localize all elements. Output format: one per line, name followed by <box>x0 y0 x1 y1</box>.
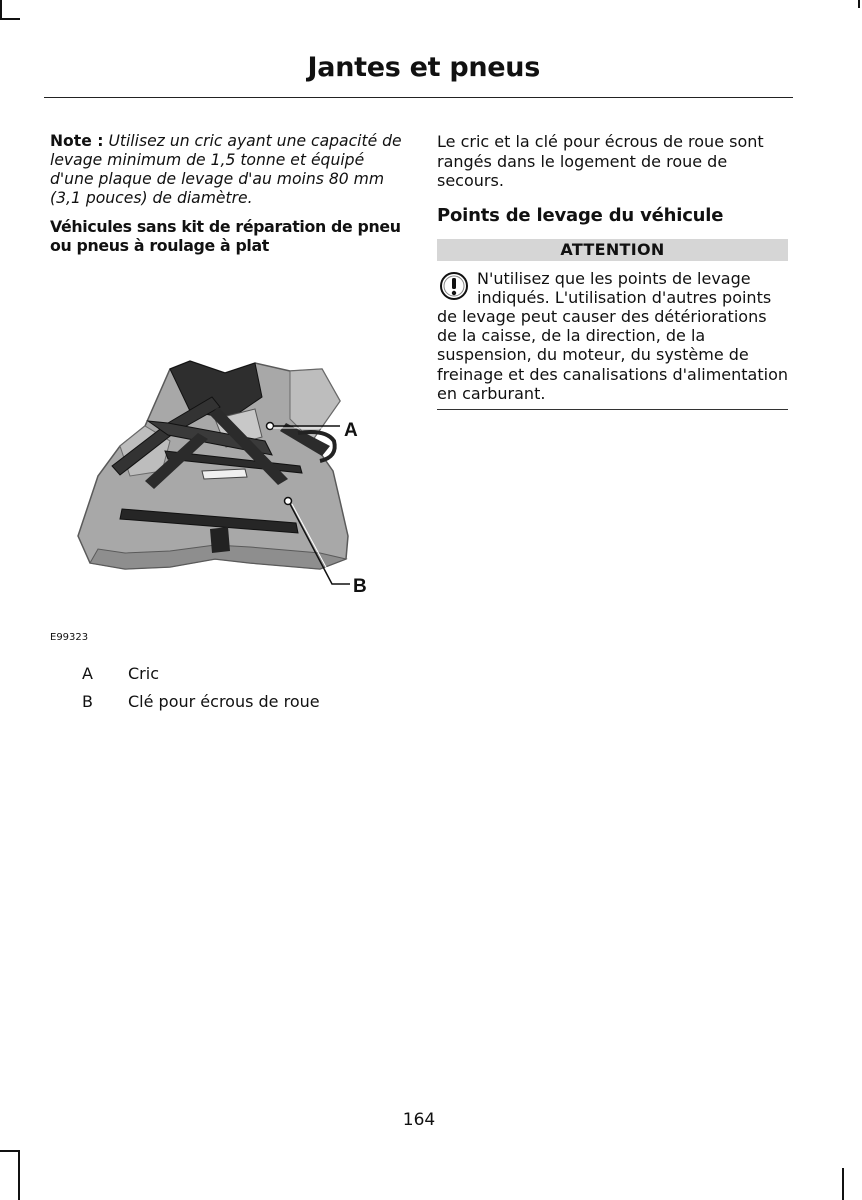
crop-mark-top-left <box>0 0 2 20</box>
crop-mark-top-left-h <box>0 18 20 20</box>
jack-drawing <box>50 301 402 601</box>
warning-text: N'utilisez que les points de levage indiqués. L'utilisation d'autres points de levage peut causer des détériorations de la caisse, de la direction, de la suspension, du moteur, du système de freinage et des canalisations d'alimentation en carburant. <box>437 268 788 403</box>
note-text: Utilisez un cric ayant une capacité de levage minimum de 1,5 tonne et équipé d'une plaque de levage d'au moins 80 mm (3,1 pouces) de diamètre. <box>50 132 402 207</box>
note-paragraph <box>50 132 402 208</box>
legend-row-a <box>50 659 402 687</box>
legend-row-b <box>50 687 402 715</box>
warning-block <box>437 269 788 410</box>
crop-mark-top-right <box>858 0 860 8</box>
header-divider <box>44 97 793 98</box>
legend-key: A <box>82 663 93 683</box>
figure-legend <box>50 659 402 715</box>
section-subheading: Véhicules sans kit de réparation de pneu ou pneus à roulage à plat <box>50 217 401 255</box>
intro-paragraph: Le cric et la clé pour écrous de roue sont rangés dans le logement de roue de secours. <box>437 132 764 190</box>
legend-text: Cric <box>128 663 159 683</box>
figure-code: E99323 <box>50 632 89 643</box>
page-number: 164 <box>402 1110 436 1130</box>
legend-text: Clé pour écrous de roue <box>128 691 320 711</box>
figure-label-b: B <box>353 576 367 597</box>
jack-illustration <box>50 301 402 641</box>
crop-mark-bottom-right <box>842 1168 844 1200</box>
left-column <box>50 132 402 715</box>
warning-icon <box>439 271 469 301</box>
figure-label-a: A <box>344 420 358 441</box>
note-label: Note : <box>50 132 104 150</box>
page-title: Jantes et pneus <box>307 52 540 83</box>
crop-mark-bottom-left <box>0 1150 20 1152</box>
legend-key: B <box>82 691 93 711</box>
crop-mark-bottom-left-v <box>18 1150 20 1200</box>
section-heading: Points de levage du véhicule <box>437 204 724 226</box>
attention-banner: ATTENTION <box>437 239 788 261</box>
right-column <box>437 132 788 410</box>
